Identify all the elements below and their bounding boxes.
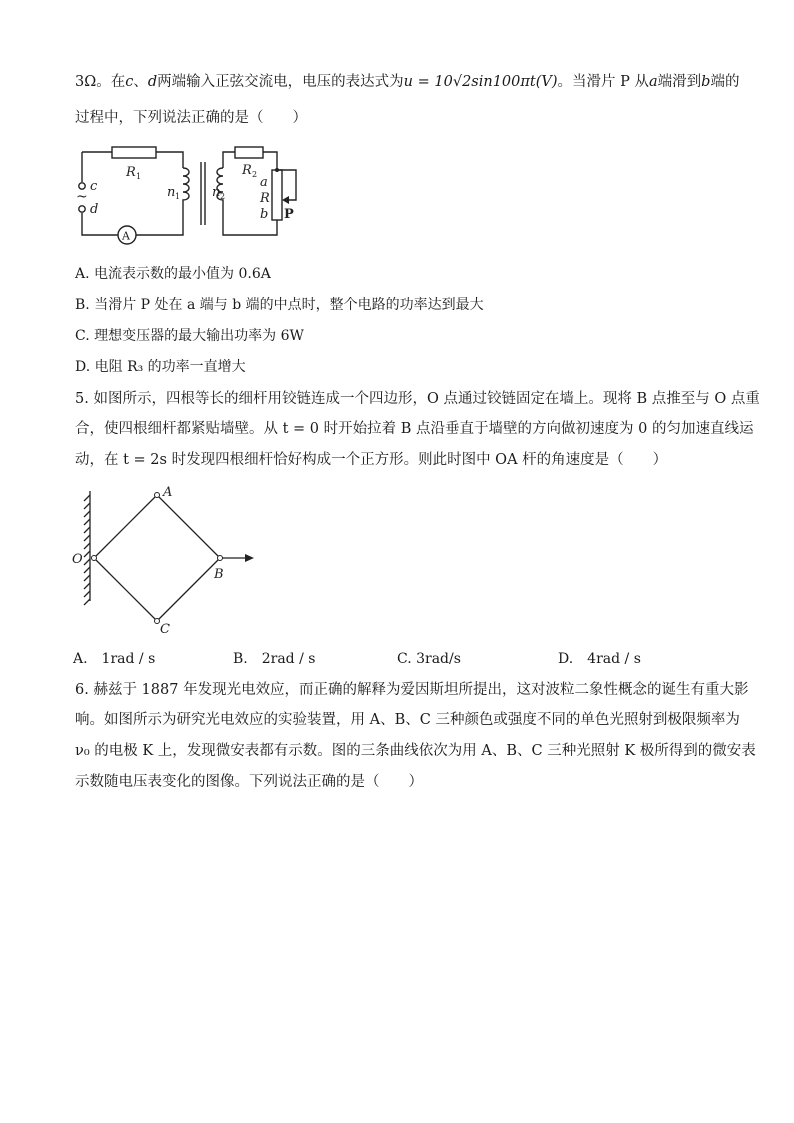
label-c: c	[90, 179, 98, 194]
var-c: c	[125, 74, 134, 90]
label-a: a	[260, 175, 268, 190]
voltage-formula: u = 10√2sin100πt(V)	[403, 74, 558, 90]
q5-line-1: 5. 如图所示，四根等长的细杆用铰链连成一个四边形，O 点通过铰链固定在墙上。现将 B 点推至与 O 点重	[75, 391, 760, 407]
resistor-r1	[112, 147, 156, 158]
q5-option-d[interactable]: D. 4rad / s	[558, 651, 641, 667]
label-n1-sub: 1	[175, 192, 181, 201]
rheostat-r	[272, 170, 282, 220]
pull-arrow-head	[245, 554, 254, 562]
q4-text-a: 3Ω。在	[75, 74, 126, 90]
q4-text-g: 端滑到	[657, 74, 702, 90]
primary-coil	[136, 168, 189, 235]
q6-line-1: 6. 赫兹于 1887 年发现光电效应，而正确的解释为爱因斯坦所提出，这对波粒二象性概念的诞生有重大影	[75, 682, 749, 698]
label-c: C	[160, 622, 170, 635]
label-p: P	[284, 207, 294, 222]
q4-option-b[interactable]: B. 当滑片 P 处在 a 端与 b 端的中点时，整个电路的功率达到最大	[75, 297, 484, 313]
label-b: B	[214, 567, 224, 582]
hinge-o	[92, 556, 97, 561]
rod-ab	[157, 495, 220, 558]
label-o: O	[72, 552, 83, 567]
label-d: d	[90, 202, 99, 217]
slider-wire	[277, 170, 296, 200]
q5-line-2: 合，使四根细杆都紧贴墙壁。从 t = 0 时开始拉着 B 点沿垂直于墙壁的方向做初速度为 0 的匀加速直线运	[75, 421, 754, 437]
wall-hatching	[84, 495, 90, 605]
q6-line-3: ν₀ 的电极 K 上，发现微安表都有示数。图的三条曲线依次为用 A、B、C 三种光照射 K 极所得到的微安表	[75, 743, 756, 759]
label-a: A	[163, 485, 173, 500]
label-n2-sub: 2	[220, 192, 226, 201]
q4-text-f: 。当滑片 P 从	[557, 74, 650, 90]
q6-line-2: 响。如图所示为研究光电效应的实验装置，用 A、B、C 三种颜色或强度不同的单色光照射到极限频率为	[75, 712, 740, 728]
hinge-b	[218, 556, 223, 561]
label-b: b	[260, 207, 269, 222]
var-a: a	[649, 74, 658, 90]
resistor-r2	[235, 147, 263, 158]
slider-arrow	[282, 196, 289, 204]
var-b: b	[701, 74, 711, 90]
transformer-core	[201, 162, 205, 225]
transformer-circuit-figure	[70, 140, 315, 250]
q4-line-2: 过程中，下列说法正确的是（ ）	[75, 110, 307, 126]
junction-dot	[275, 168, 279, 172]
q5-option-b[interactable]: B. 2rad / s	[233, 651, 316, 667]
label-r: R	[260, 191, 270, 206]
label-r2: R	[242, 163, 252, 178]
label-n2: n	[212, 185, 221, 200]
label-tilde: ~	[76, 189, 88, 205]
q4-text-sep: 、	[133, 74, 148, 90]
hinge-a	[155, 493, 160, 498]
label-ammeter: A	[122, 229, 130, 243]
q6-line-4: 示数随电压表变化的图像。下列说法正确的是（ ）	[75, 774, 423, 790]
var-d: d	[147, 74, 158, 90]
q5-line-3: 动，在 t = 2s 时发现四根细杆恰好构成一个正方形。则此时图中 OA 杆的角速度是（ ）	[75, 452, 668, 468]
terminal-d	[79, 206, 85, 212]
label-n1: n	[167, 185, 176, 200]
q4-option-c[interactable]: C. 理想变压器的最大输出功率为 6W	[75, 328, 304, 344]
q5-option-a[interactable]: A. 1rad / s	[73, 651, 156, 667]
primary-wire-bottom	[82, 213, 118, 235]
label-r2-sub: 2	[252, 170, 258, 179]
rod-bc	[157, 558, 220, 621]
q4-line-1	[75, 72, 739, 92]
q4-text-e: 两端输入正弦交流电，电压的表达式为	[157, 74, 404, 90]
label-r1: R	[126, 165, 136, 180]
q4-option-a[interactable]: A. 电流表示数的最小值为 0.6A	[75, 266, 271, 282]
q4-option-d[interactable]: D. 电阻 R₃ 的功率一直增大	[75, 359, 246, 375]
hinge-c	[155, 619, 160, 624]
square-linkage-figure	[70, 485, 260, 635]
rod-oa	[94, 495, 157, 558]
q4-text-h: 端的	[710, 74, 740, 90]
q5-option-c[interactable]: C. 3rad/s	[397, 651, 461, 667]
label-r1-sub: 1	[136, 172, 142, 181]
rod-oc	[94, 558, 157, 621]
